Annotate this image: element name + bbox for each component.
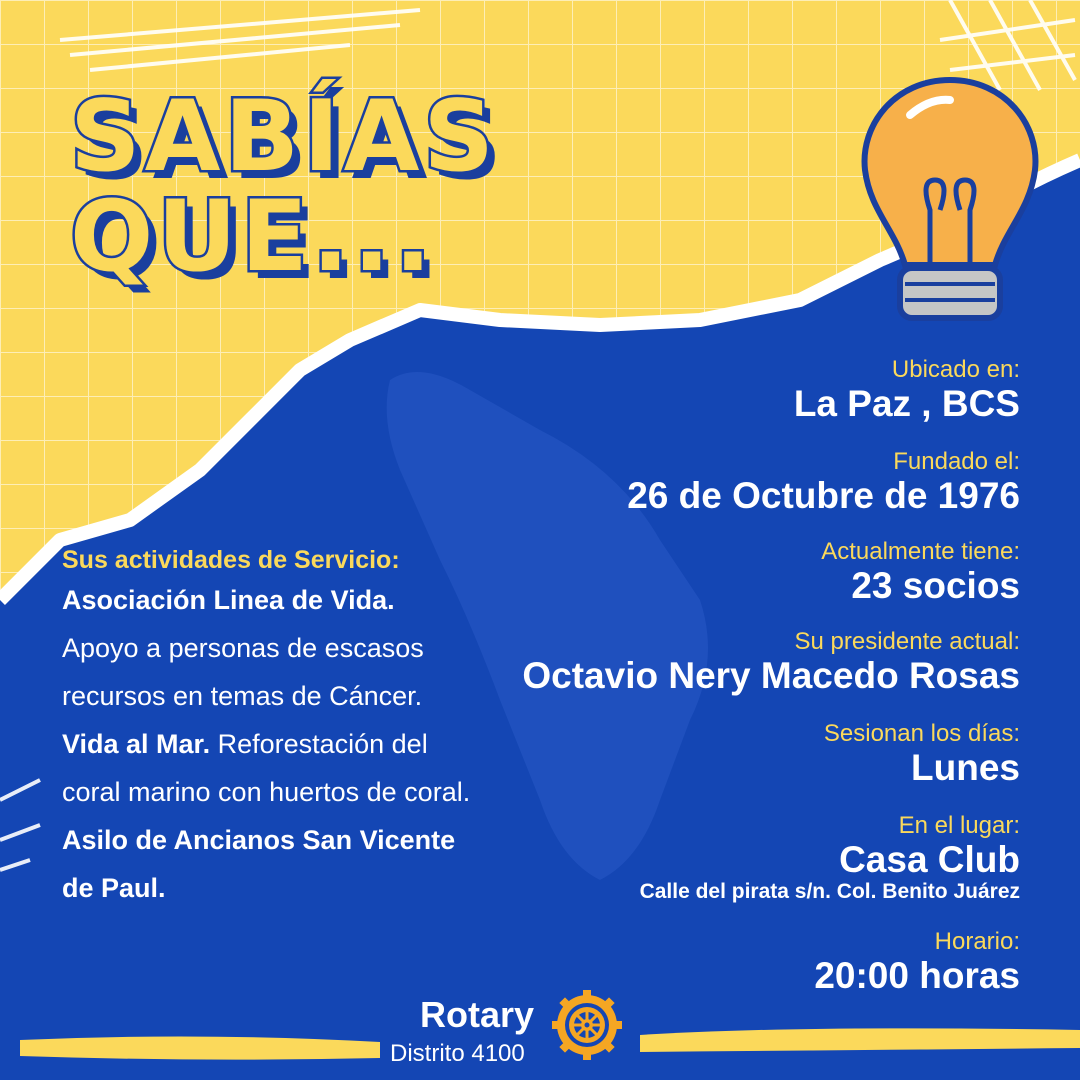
logo-name: Rotary [420, 994, 535, 1035]
info-members [821, 538, 1020, 606]
info-label: Fundado el: [893, 448, 1020, 475]
info-value: Octavio Nery Macedo Rosas [522, 655, 1020, 696]
info-value: 23 socios [851, 565, 1020, 606]
info-label: Ubicado en: [891, 356, 1020, 383]
info-label: Horario: [934, 928, 1020, 955]
activity-name: Asociación Linea de Vida. [62, 585, 395, 615]
info-label: Sesionan los días: [823, 720, 1020, 747]
title-line-1: SABÍAS [70, 80, 499, 194]
info-value: 26 de Octubre de 1976 [627, 475, 1020, 516]
activity-item [62, 576, 472, 720]
info-days [824, 720, 1020, 788]
info-value: Lunes [911, 747, 1020, 788]
activity-name: Vida al Mar. [62, 729, 211, 759]
activity-name: Asilo de Ancianos San Vicente de Paul. [62, 825, 456, 903]
info-location [794, 356, 1020, 424]
activities-title: Sus actividades de Servicio: [62, 546, 400, 574]
logo-district: Distrito 4100 [390, 1040, 525, 1067]
info-value: Casa Club [839, 839, 1020, 880]
title-line-2: QUE... [70, 180, 436, 294]
info-label: En el lugar: [898, 812, 1020, 839]
info-label: Actualmente tiene: [821, 538, 1020, 565]
activities-section [62, 544, 472, 912]
lightbulb-icon [850, 70, 1050, 340]
activity-item [62, 816, 472, 912]
info-address: Calle del pirata s/n. Col. Benito Juárez [639, 880, 1020, 903]
rotary-logo [390, 990, 650, 1070]
activity-item [62, 720, 472, 816]
info-schedule [814, 928, 1020, 996]
info-founded [627, 448, 1020, 516]
info-place [640, 812, 1020, 904]
info-value: 20:00 horas [814, 955, 1020, 996]
activity-desc: Apoyo a personas de escasos recursos en temas de Cáncer. [62, 633, 424, 711]
activity-desc: Reforestación del coral marino con huertos de coral. [62, 729, 471, 807]
info-label: Su presidente actual: [794, 628, 1020, 655]
info-value: La Paz , BCS [793, 383, 1020, 424]
rotary-wheel-icon [552, 990, 622, 1060]
info-president [522, 628, 1020, 696]
